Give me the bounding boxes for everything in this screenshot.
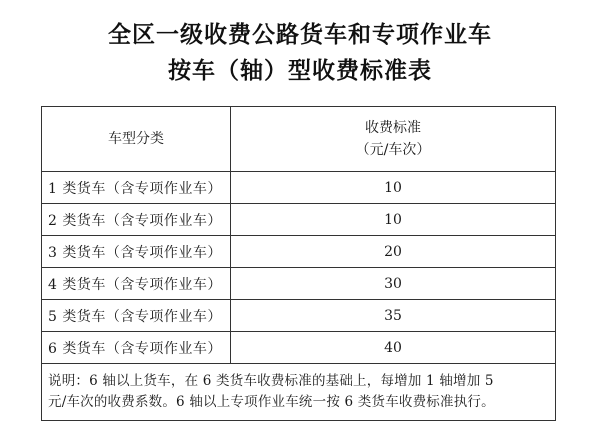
fee-cell: 35	[231, 300, 556, 332]
fee-cell: 40	[231, 332, 556, 364]
fee-table	[41, 106, 556, 421]
table-header-row	[42, 107, 556, 172]
fee-cell: 20	[231, 236, 556, 268]
table-note	[42, 364, 556, 421]
document-title-line2: 按车（轴）型收费标准表	[168, 58, 432, 84]
vehicle-class-cell: 5 类货车（含专项作业车）	[42, 300, 231, 332]
table-row	[42, 332, 556, 364]
fee-cell: 10	[231, 172, 556, 204]
header-fee-label: 收费标准	[365, 120, 421, 136]
document-title-line1: 全区一级收费公路货车和专项作业车	[108, 22, 492, 48]
fee-cell: 30	[231, 268, 556, 300]
table-note-row	[42, 364, 556, 421]
header-vehicle-class: 车型分类	[42, 107, 231, 172]
header-fee-unit: （元/车次）	[355, 142, 431, 158]
vehicle-class-cell: 6 类货车（含专项作业车）	[42, 332, 231, 364]
note-line-1: 说明：6 轴以上货车，在 6 类货车收费标准的基础上，每增加 1 轴增加 5	[48, 373, 494, 389]
table-row	[42, 204, 556, 236]
header-fee-standard	[231, 107, 556, 172]
table-row	[42, 236, 556, 268]
vehicle-class-cell: 2 类货车（含专项作业车）	[42, 204, 231, 236]
note-line-2: 元/车次的收费系数。6 轴以上专项作业车统一按 6 类货车收费标准执行。	[48, 394, 495, 410]
table-row	[42, 268, 556, 300]
vehicle-class-cell: 1 类货车（含专项作业车）	[42, 172, 231, 204]
fee-cell: 10	[231, 204, 556, 236]
vehicle-class-cell: 4 类货车（含专项作业车）	[42, 268, 231, 300]
table-row	[42, 172, 556, 204]
vehicle-class-cell: 3 类货车（含专项作业车）	[42, 236, 231, 268]
table-row	[42, 300, 556, 332]
